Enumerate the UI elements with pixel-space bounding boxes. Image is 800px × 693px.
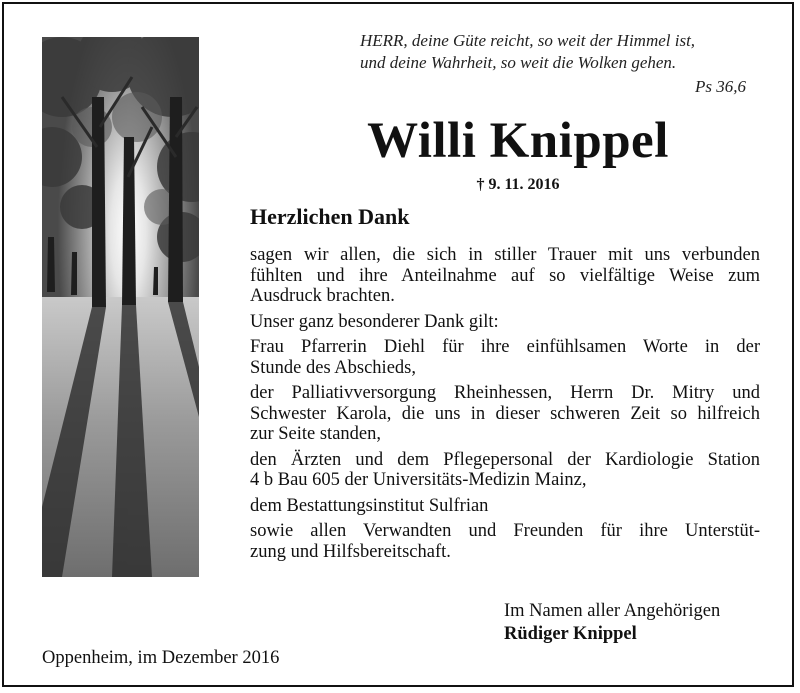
paragraph-pastor [250, 337, 760, 378]
text-line: zur Seite standen, [250, 424, 381, 444]
paragraph-doctors [250, 450, 760, 491]
text-line: sagen wir allen, die sich in stiller Trauer mit uns verbunden [250, 245, 760, 265]
paragraph-intro [250, 245, 760, 307]
psalm-line-1: HERR, deine Güte reicht, so weit der Himmel ist, [360, 31, 696, 50]
closing-intro: Im Namen aller Angehörigen [504, 601, 721, 621]
paragraph-relatives [250, 521, 760, 562]
text-line: Frau Pfarrerin Diehl für ihre einfühlsamen Worte in der [250, 337, 760, 357]
psalm-line-2: und deine Wahrheit, so weit die Wolken gehen. [360, 53, 677, 72]
text-line: Unser ganz besonderer Dank gilt: [250, 311, 499, 332]
paragraph-special-thanks [250, 312, 760, 333]
text-line: der Palliativversorgung Rheinhessen, Herrn Dr. Mitry und [250, 383, 760, 403]
text-line: dem Bestattungsinstitut Sulfrian [250, 495, 489, 516]
thanks-heading: Herzlichen Dank [250, 204, 410, 229]
psalm-reference: Ps 36,6 [695, 77, 746, 96]
signer-name: Rüdiger Knippel [504, 624, 637, 644]
text-line: Ausdruck brachten. [250, 286, 395, 306]
thanks-body [250, 245, 760, 567]
psalm-quote [360, 30, 760, 98]
text-line: fühlten und ihre Anteilnahme auf so vielfältige Weise zum [250, 265, 760, 286]
text-line: zung und Hilfsbereitschaft. [250, 541, 451, 562]
place-date: Oppenheim, im Dezember 2016 [42, 648, 280, 668]
paragraph-undertaker [250, 496, 760, 517]
paragraph-palliative [250, 383, 760, 445]
trees-sunlight-photo [42, 37, 199, 577]
text-line: sowie allen Verwandten und Freunden für ihre Unterstüt- [250, 521, 760, 541]
closing-signature [504, 600, 720, 646]
text-line: Stunde des Abschieds, [250, 357, 416, 378]
deceased-name: Willi Knippel [367, 113, 669, 169]
text-line: Schwester Karola, die uns in dieser schweren Zeit so hilfreich [250, 403, 760, 424]
text-line: den Ärzten und dem Pflegepersonal der Kardiologie Station [250, 449, 760, 470]
text-line: 4 b Bau 605 der Universitäts-Medizin Mainz, [250, 470, 587, 490]
death-date: † 9. 11. 2016 [476, 176, 560, 193]
